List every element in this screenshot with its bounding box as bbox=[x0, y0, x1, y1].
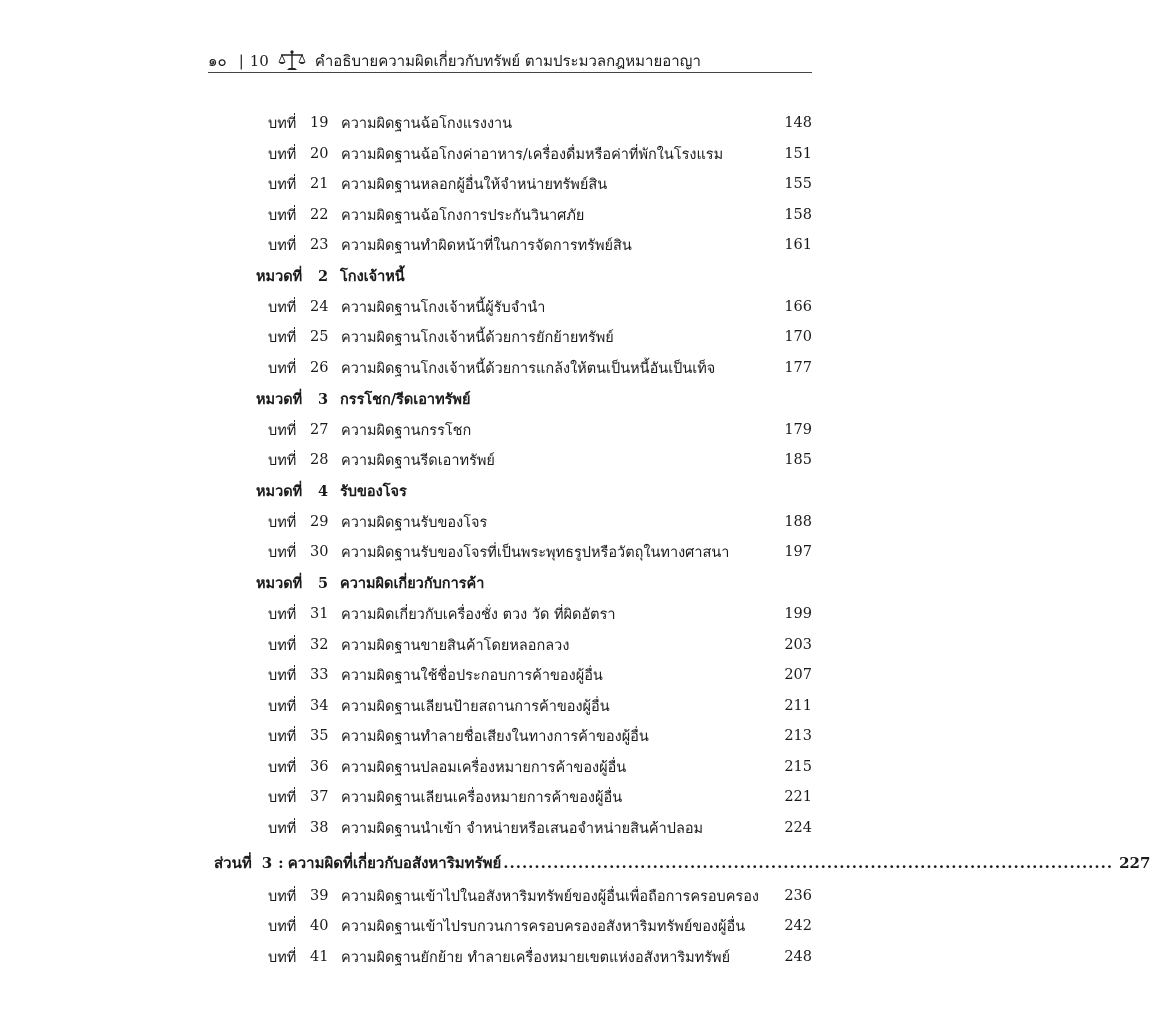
chapter-label: บทที่ bbox=[268, 452, 297, 469]
section-number: 3 bbox=[318, 390, 329, 408]
section-title: ความผิดเกี่ยวกับการค้า bbox=[340, 574, 485, 592]
part-title: ความผิดที่เกี่ยวกับอสังหาริมทรัพย์ bbox=[287, 854, 502, 872]
chapter-label: บทที่ bbox=[268, 949, 297, 966]
chapter-label: บทที่ bbox=[268, 544, 297, 561]
section-label: หมวดที่ bbox=[256, 574, 303, 592]
chapter-label: บทที่ bbox=[268, 422, 297, 439]
chapter-title: ความผิดฐานรีดเอาทรัพย์ bbox=[341, 452, 495, 469]
chapter-page: 213 bbox=[784, 728, 812, 744]
chapter-title: ความผิดฐานเลียนป้ายสถานการค้าของผู้อื่น bbox=[341, 698, 610, 715]
chapter-number: 19 bbox=[310, 115, 329, 131]
chapter-label: บทที่ bbox=[268, 918, 297, 935]
chapter-number: 39 bbox=[310, 888, 329, 904]
chapter-page: 215 bbox=[784, 759, 812, 775]
part-label: ส่วนที่ bbox=[214, 854, 252, 872]
section-title: โกงเจ้าหนี้ bbox=[340, 267, 405, 285]
chapter-title: ความผิดฐานใช้ชื่อประกอบการค้าของผู้อื่น bbox=[341, 667, 603, 684]
chapter-title: ความผิดฐานหลอกผู้อื่นให้จำหน่ายทรัพย์สิน bbox=[341, 176, 608, 193]
chapter-title: ความผิดฐานเข้าไปรบกวนการครอบครองอสังหาริมทรัพย์ของผู้อื่น bbox=[341, 918, 746, 935]
chapter-number: 35 bbox=[310, 728, 329, 744]
section-number: 2 bbox=[318, 267, 329, 285]
chapter-number: 27 bbox=[310, 422, 329, 438]
chapter-number: 32 bbox=[310, 637, 329, 653]
book-title: คำอธิบายความผิดเกี่ยวกับทรัพย์ ตามประมวลกฎหมายอาญา bbox=[314, 52, 701, 70]
chapter-title: ความผิดฐานปลอมเครื่องหมายการค้าของผู้อื่น bbox=[341, 759, 627, 776]
header-separator: | bbox=[238, 52, 244, 70]
running-header bbox=[208, 48, 812, 74]
chapter-title: ความผิดฐานกรรโชก bbox=[341, 422, 472, 439]
chapter-label: บทที่ bbox=[268, 789, 297, 806]
section-number: 4 bbox=[318, 482, 329, 500]
section-label: หมวดที่ bbox=[256, 482, 303, 500]
part-number: 3 bbox=[261, 854, 273, 872]
chapter-title: ความผิดฐานรับของโจร bbox=[341, 514, 488, 531]
chapter-page: 185 bbox=[784, 452, 812, 468]
chapter-label: บทที่ bbox=[268, 728, 297, 745]
chapter-label: บทที่ bbox=[268, 329, 297, 346]
chapter-title: ความผิดฐานเลียนเครื่องหมายการค้าของผู้อื่น bbox=[341, 789, 623, 806]
chapter-page: 148 bbox=[784, 115, 812, 131]
chapter-label: บทที่ bbox=[268, 207, 297, 224]
chapter-title: ความผิดฐานเข้าไปในอสังหาริมทรัพย์ของผู้อื่นเพื่อถือการครอบครอง bbox=[341, 888, 760, 905]
chapter-number: 21 bbox=[310, 176, 329, 192]
chapter-page: 221 bbox=[784, 789, 812, 805]
chapter-page: 211 bbox=[784, 698, 812, 714]
dot-leader: .................................................................................................. bbox=[503, 854, 1114, 872]
chapter-title: ความผิดฐานทำลายชื่อเสียงในทางการค้าของผู้อื่น bbox=[341, 728, 649, 745]
chapter-number: 22 bbox=[310, 207, 329, 223]
chapter-label: บทที่ bbox=[268, 237, 297, 254]
chapter-number: 36 bbox=[310, 759, 329, 775]
chapter-label: บทที่ bbox=[268, 115, 297, 132]
chapter-title: ความผิดฐานฉ้อโกงการประกันวินาศภัย bbox=[341, 207, 585, 224]
chapter-number: 30 bbox=[310, 544, 329, 560]
chapter-label: บทที่ bbox=[268, 514, 297, 531]
chapter-page: 242 bbox=[784, 918, 812, 934]
chapter-number: 33 bbox=[310, 667, 329, 683]
chapter-title: ความผิดฐานฉ้อโกงแรงงาน bbox=[341, 115, 513, 132]
header-rule bbox=[208, 72, 812, 73]
chapter-label: บทที่ bbox=[268, 299, 297, 316]
chapter-page: 207 bbox=[784, 667, 812, 683]
page-number-thai: ๑๐ bbox=[208, 52, 227, 70]
chapter-page: 248 bbox=[784, 949, 812, 965]
part-page: 227 bbox=[1119, 854, 1150, 872]
chapter-page: 166 bbox=[784, 299, 812, 315]
chapter-number: 29 bbox=[310, 514, 329, 530]
chapter-page: 188 bbox=[784, 514, 812, 530]
chapter-label: บทที่ bbox=[268, 606, 297, 623]
chapter-title: ความผิดฐานโกงเจ้าหนี้ผู้รับจำนำ bbox=[341, 299, 546, 316]
chapter-label: บทที่ bbox=[268, 176, 297, 193]
chapter-page: 224 bbox=[784, 820, 812, 836]
chapter-page: 151 bbox=[784, 146, 812, 162]
chapter-title: ความผิดฐานฉ้อโกงค่าอาหาร/เครื่องดื่มหรือค่าที่พักในโรงแรม bbox=[341, 146, 724, 163]
part-colon: : bbox=[278, 854, 284, 872]
chapter-number: 34 bbox=[310, 698, 329, 714]
chapter-title: ความผิดเกี่ยวกับเครื่องชั่ง ตวง วัด ที่ผิดอัตรา bbox=[341, 606, 616, 623]
page-number-arabic: 10 bbox=[249, 52, 269, 70]
section-number: 5 bbox=[318, 574, 329, 592]
chapter-label: บทที่ bbox=[268, 820, 297, 837]
chapter-number: 26 bbox=[310, 360, 329, 376]
section-title: กรรโชก/รีดเอาทรัพย์ bbox=[340, 390, 471, 408]
chapter-label: บทที่ bbox=[268, 146, 297, 163]
chapter-number: 23 bbox=[310, 237, 329, 253]
chapter-title: ความผิดฐานขายสินค้าโดยหลอกลวง bbox=[341, 637, 570, 654]
toc-part-3 bbox=[214, 850, 1150, 876]
chapter-page: 161 bbox=[784, 237, 812, 253]
chapter-title: ความผิดฐานโกงเจ้าหนี้ด้วยการแกล้งให้ตนเป็นหนี้อันเป็นเท็จ bbox=[341, 360, 716, 377]
chapter-page: 203 bbox=[784, 637, 812, 653]
chapter-page: 197 bbox=[784, 544, 812, 560]
chapter-number: 31 bbox=[310, 606, 329, 622]
chapter-page: 155 bbox=[784, 176, 812, 192]
chapter-page: 158 bbox=[784, 207, 812, 223]
chapter-number: 40 bbox=[310, 918, 329, 934]
chapter-number: 38 bbox=[310, 820, 329, 836]
section-label: หมวดที่ bbox=[256, 390, 303, 408]
chapter-number: 28 bbox=[310, 452, 329, 468]
chapter-number: 37 bbox=[310, 789, 329, 805]
chapter-title: ความผิดฐานโกงเจ้าหนี้ด้วยการยักย้ายทรัพย์ bbox=[341, 329, 614, 346]
chapter-page: 179 bbox=[784, 422, 812, 438]
chapter-number: 25 bbox=[310, 329, 329, 345]
section-title: รับของโจร bbox=[340, 482, 407, 500]
chapter-page: 170 bbox=[784, 329, 812, 345]
chapter-title: ความผิดฐานนำเข้า จำหน่ายหรือเสนอจำหน่ายสินค้าปลอม bbox=[341, 820, 704, 837]
chapter-title: ความผิดฐานรับของโจรที่เป็นพระพุทธรูปหรือวัตถุในทางศาสนา bbox=[341, 544, 730, 561]
chapter-number: 41 bbox=[310, 949, 329, 965]
chapter-number: 20 bbox=[310, 146, 329, 162]
chapter-page: 199 bbox=[784, 606, 812, 622]
chapter-title: ความผิดฐานทำผิดหน้าที่ในการจัดการทรัพย์สิน bbox=[341, 237, 632, 254]
chapter-page: 236 bbox=[784, 888, 812, 904]
chapter-label: บทที่ bbox=[268, 698, 297, 715]
chapter-title: ความผิดฐานยักย้าย ทำลายเครื่องหมายเขตแห่งอสังหาริมทรัพย์ bbox=[341, 949, 731, 966]
chapter-label: บทที่ bbox=[268, 637, 297, 654]
chapter-page: 177 bbox=[784, 360, 812, 376]
scales-of-justice-icon bbox=[277, 49, 307, 73]
section-label: หมวดที่ bbox=[256, 267, 303, 285]
chapter-label: บทที่ bbox=[268, 888, 297, 905]
chapter-label: บทที่ bbox=[268, 759, 297, 776]
chapter-label: บทที่ bbox=[268, 360, 297, 377]
chapter-label: บทที่ bbox=[268, 667, 297, 684]
chapter-number: 24 bbox=[310, 299, 329, 315]
